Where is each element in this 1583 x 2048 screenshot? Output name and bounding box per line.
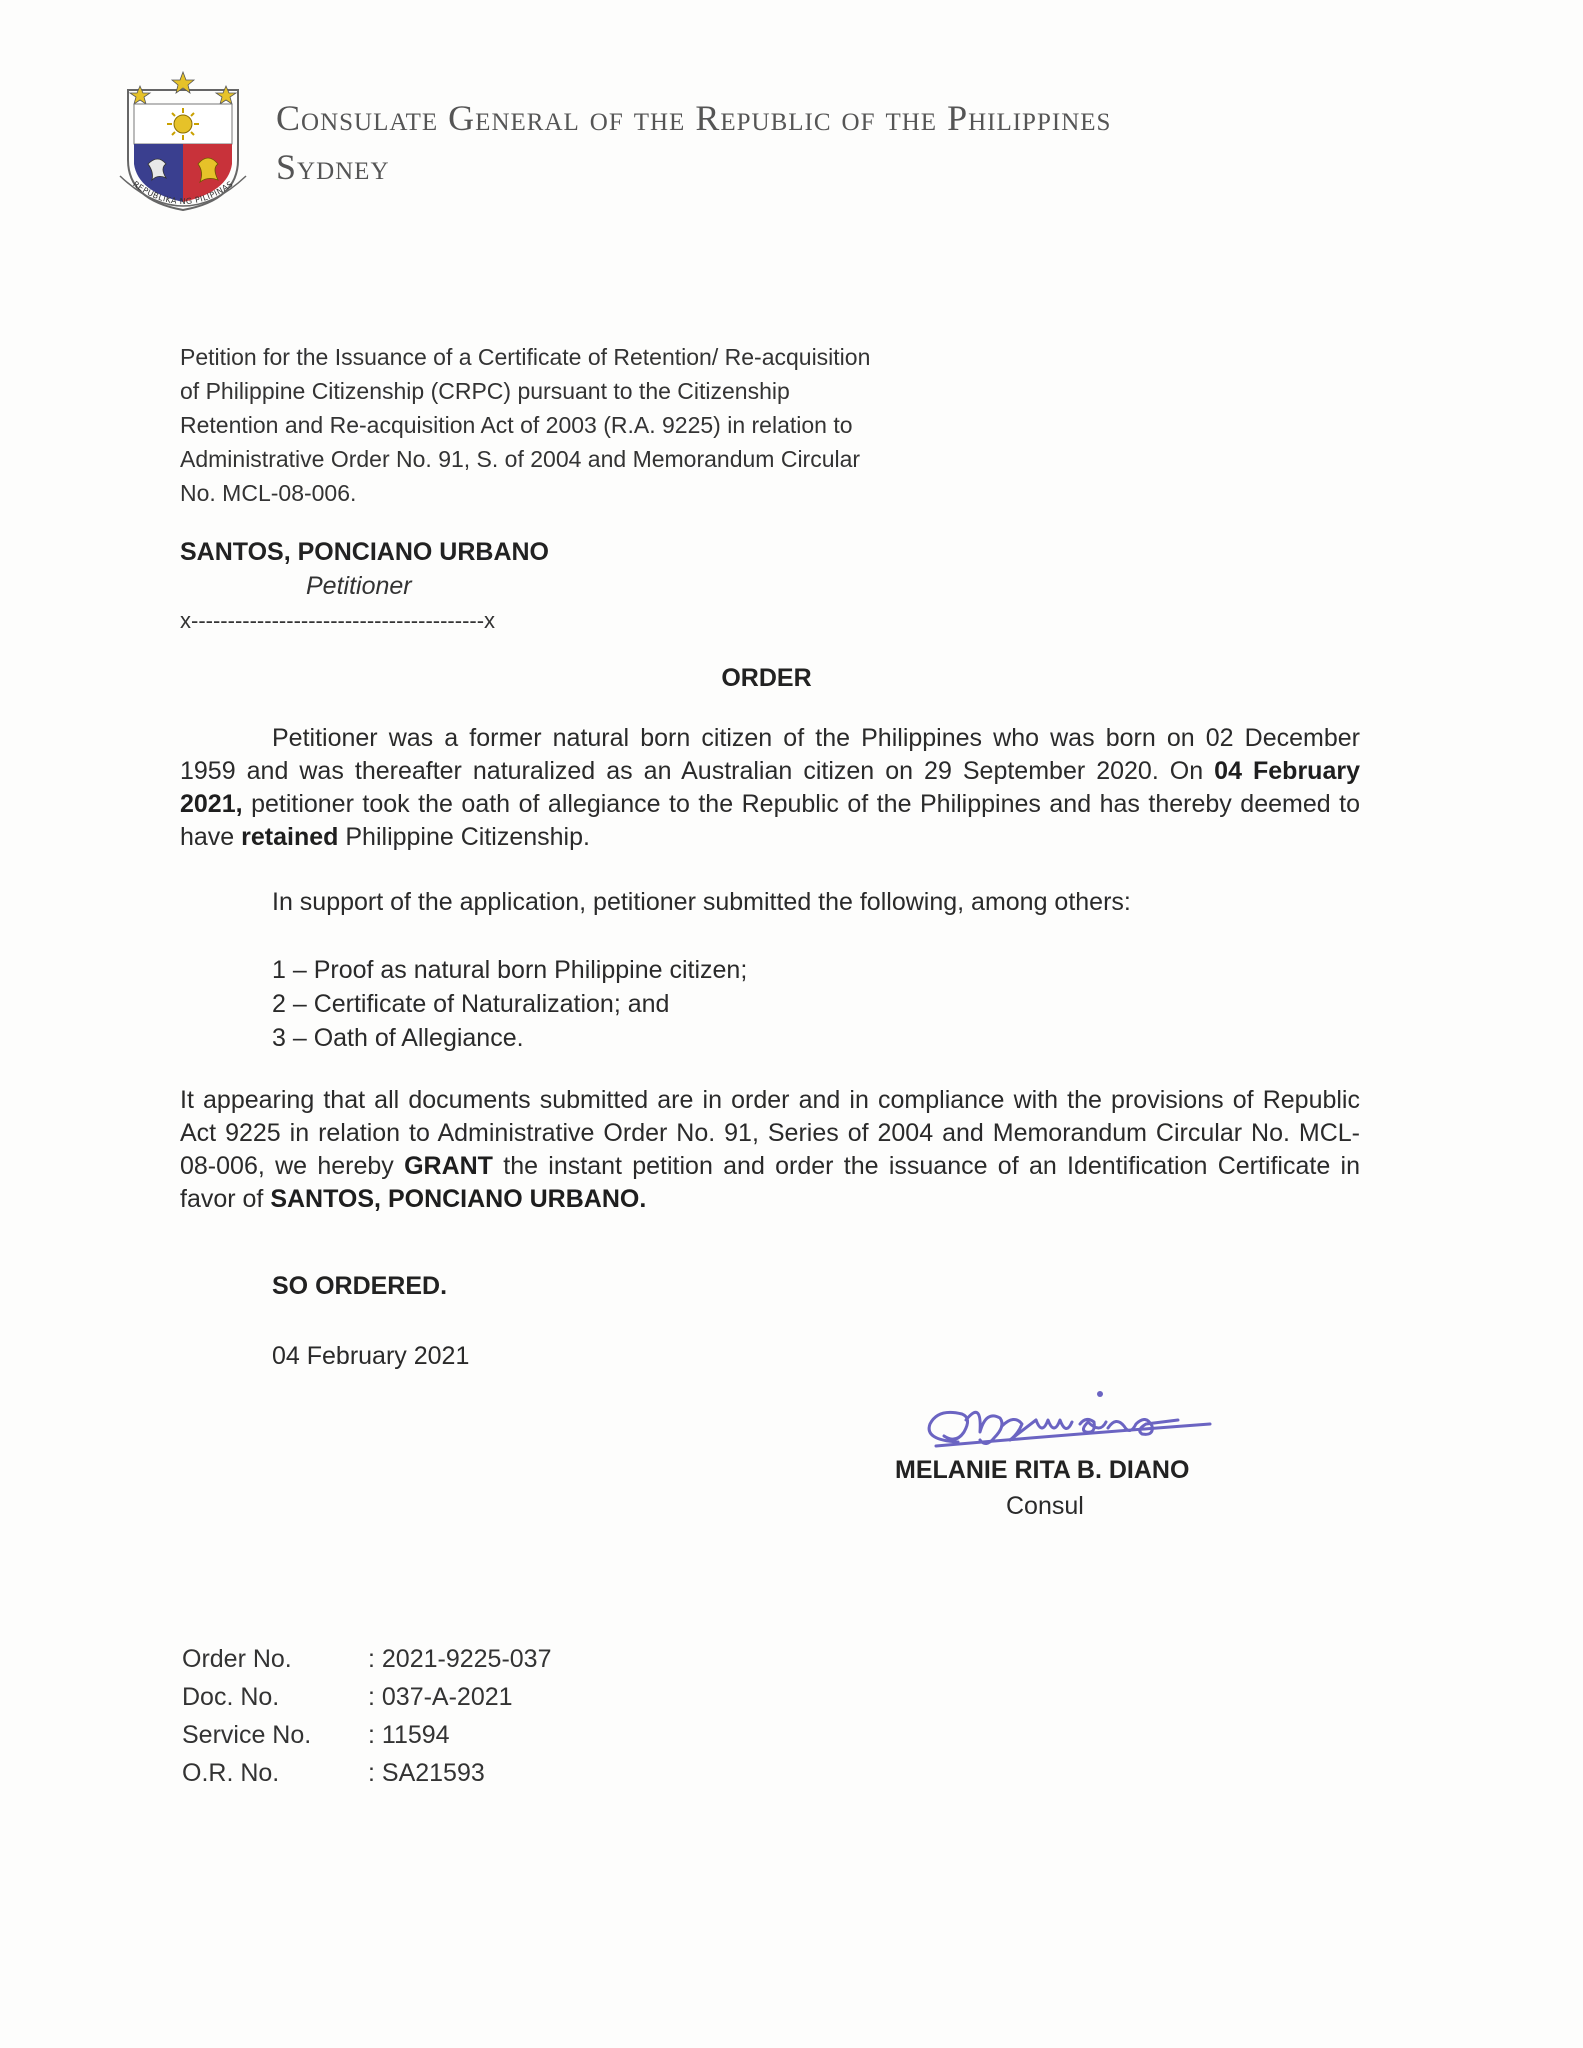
grant-text-2: the instant petition and order the issuance of an Identification Certificate in favor of [180,1152,1360,1213]
oath-date: 04 February 2021, [180,757,1360,818]
signatory-name: MELANIE RITA B. DIANO [895,1456,1190,1484]
retained-emphasis: retained [241,823,339,851]
grant-text-1: It appearing that all documents submitted are in order and in compliance with the provisions of Republic Act 9225 in relation to Administrative Order No. 91, Series of 2004 and Memorandum Circular No. MCL-08-006, we hereby [180,1086,1360,1180]
facts-text-3: Philippine Citizenship. [338,823,590,851]
list-item: 2 – Certificate of Naturalization; and [272,990,670,1018]
reference-value: : 037-A-2021 [368,1683,513,1711]
reference-label: Order No. [182,1645,292,1673]
reference-row-doc-no [182,1678,551,1716]
petitioner-role: Petitioner [306,572,412,600]
svg-text:REPUBLIKA NG PILIPINAS: REPUBLIKA NG PILIPINAS [131,179,235,207]
reference-value: : 11594 [368,1721,450,1749]
petitioner-name: SANTOS, PONCIANO URBANO [180,538,550,566]
order-title-row [0,664,1583,693]
facts-text-1: Petitioner was a former natural born citizen of the Philippines who was born on 02 December 1959 and was thereafter naturalized as an Australian citizen on 29 September 2020. On [180,724,1360,785]
grant-emphasis: GRANT [404,1152,493,1180]
submitted-documents-list [272,953,747,1055]
order-paragraph-support: In support of the application, petitioner submitted the following, among others: [272,888,1131,916]
reference-row-or-no [182,1754,551,1792]
facts-text-2: petitioner took the oath of allegiance to the Republic of the Philippines and has thereby deemed to have [180,790,1360,851]
grantee-name: SANTOS, PONCIANO URBANO. [270,1185,647,1213]
order-paragraph-grant [180,1084,1360,1216]
reference-label: Service No. [182,1721,312,1749]
list-item: 1 – Proof as natural born Philippine citizen; [272,956,748,984]
caption-separator: x----------------------------------------x [180,608,496,633]
agency-name: Consulate General of the Republic of the Philippines [276,98,1112,138]
order-date: 04 February 2021 [272,1342,470,1370]
reference-row-service-no [182,1716,551,1754]
signatory-title: Consul [1006,1492,1084,1520]
so-ordered: SO ORDERED. [272,1272,448,1300]
reference-row-order-no [182,1640,551,1678]
signature-icon [910,1380,1240,1460]
philippine-seal-icon [108,68,258,228]
order-paragraph-facts [180,722,1360,854]
petition-caption: Petition for the Issuance of a Certificate of Retention/ Re-acquisition of Philippine Citizenship (CRPC) pursuant to the Citizenship Retention and Re-acquisition Act of 2003 (R.A. 9225) in relation to Administrative Order No. 91, S. of 2004 and Memorandum Circular No. MCL-08-006. [180,344,871,506]
agency-city: Sydney [276,147,390,187]
reference-label: Doc. No. [182,1683,280,1711]
reference-value: : SA21593 [368,1759,485,1787]
reference-label: O.R. No. [182,1759,280,1787]
order-title: ORDER [721,664,812,692]
reference-value: : 2021-9225-037 [368,1645,552,1673]
reference-numbers [182,1640,551,1792]
list-item: 3 – Oath of Allegiance. [272,1024,524,1052]
